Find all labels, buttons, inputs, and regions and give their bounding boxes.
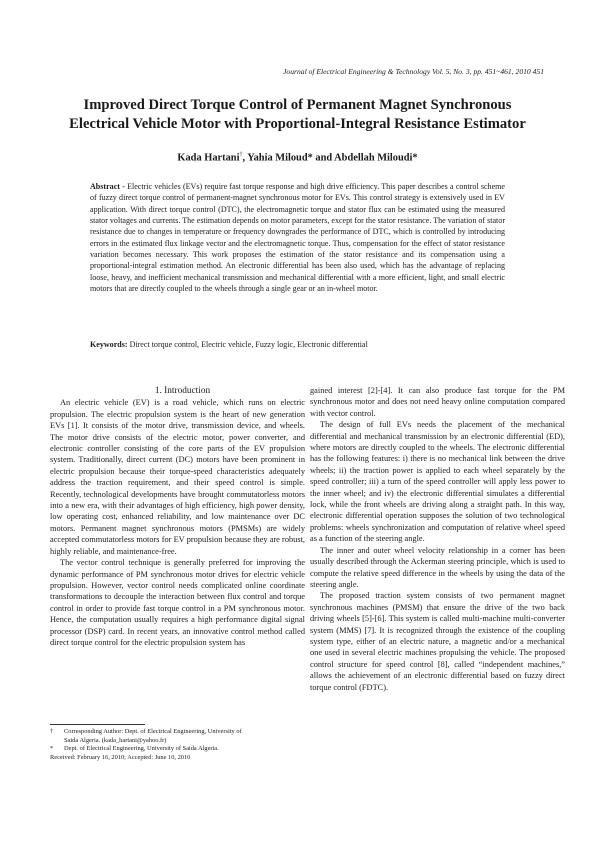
section-heading-introduction: 1. Introduction bbox=[154, 386, 211, 396]
abstract-label: Abstract - bbox=[90, 182, 125, 191]
footnote-text: Dept. of Electrical Engineering, University of Saida Algeria. bbox=[64, 745, 219, 753]
keywords bbox=[90, 340, 505, 349]
author-list bbox=[50, 152, 545, 163]
paragraph: The proposed traction system consists of two permanent magnet synchronous machines (PMSM) that ensure the drive of the two back driving wheels [5]-[6]. This system is called multi-machine multi-converter system (MMS) [7]. It is recognized through the existence of the coupling system type, either of an electric nature, a magnetic and/or a mechanical one used in several electric machines propulsing the vehicle. The proposed control structure for speed control [8], called “independent machines,” allows the achievement of an electronic differential based on fuzzy direct torque control (FDTC). bbox=[310, 591, 565, 692]
footnote-mark: * bbox=[50, 745, 54, 753]
paragraph: An electric vehicle (EV) is a road vehicle, which runs on electric propulsion. The electric propulsion system is the heart of new generation EVs [1]. It consists of the motor drive, transmission device, and wheels. The motor drive consists of the electric motor, power converter, and electronic controller consisting of the core parts of the EV propulsion system. Traditionally, direct current (DC) motors have been prominent in electric propulsion because their torque-speed characteristics adequately address the traction requirement, and their speed control is simple. Recently, technological developments have brought commutatorless motors into a new era, with their advantages of high efficiency, high power density, low operating cost, enhanced reliability, and low maintenance over DC motors. Permanent magnet synchronous motors (PMSMs) are widely accepted commutatorless motors for EV propulsion because they are robust, highly reliable, and maintenance-free. bbox=[50, 398, 305, 556]
footnote-affiliation bbox=[50, 745, 305, 754]
paper-title-line1: Improved Direct Torque Control of Permanent Magnet Synchronous bbox=[83, 97, 512, 113]
paragraph: gained interest [2]-[4]. It can also produce fast torque for the PM synchronous motor and does not need heavy online computation compared with vector control. bbox=[310, 386, 565, 418]
paper-title bbox=[50, 96, 545, 134]
footnote-text: Corresponding Author: Dept. of Electrical Engineering, University of bbox=[64, 728, 242, 735]
abstract bbox=[90, 181, 505, 294]
footnote-divider bbox=[50, 724, 145, 725]
paragraph: The vector control technique is generally preferred for improving the dynamic performance of PM synchronous motor drives for electric vehicle propulsion. However, vector control needs complicated online coordinate transformations to decouple the interaction between flux control and torque control in order to provide fast torque control in a PM synchronous motor. Hence, the computation usually requires a high performance digital signal processor (DSP) card. In recent years, an innovative control method called direct torque control for the electric propulsion system has bbox=[50, 558, 305, 647]
paragraph: The design of full EVs needs the placement of the mechanical differential and mechanical transmission by an electronic differential (ED), where motors are directly coupled to the wheels. The electronic differential has the following features: i) there is no mechanical link between the drive wheels; ii) the traction power is applied to each wheel separately by the speed controller; iii) a turn of the speed controller will apply less power to the inner wheel; and iv) the electronic differential simulates a differential lock, while the front wheels are driving along a straight path. In this way, electronic differential operation supposes the solution of two technological problems: wheels synchronization and computation of relative wheel speed as a function of the steering angle. bbox=[310, 420, 565, 544]
abstract-text: Electric vehicles (EVs) require fast torque response and high drive efficiency. This paper describes a control scheme of fuzzy direct torque control of permanent-magnet synchronous motor for EVs. This control strategy is extensively used in EV application. With direct torque control (DTC), the electromagnetic torque and stator flux can be estimated using the measured stator voltages and currents. The estimation depends on motor parameters, except for the stator resistance. The variation of stator resistance due to changes in temperature or frequency downgrades the performance of DTC, which is controlled by introducing errors in the estimated flux linkage vector and the electromagnetic torque. Thus, compensation for the effect of stator resistance variation becomes necessary. This work proposes the estimation of the stator resistance and its compensation using a proportional-integral estimation method. An electronic differential has been also used, which has the advantage of replacing loose, heavy, and inefficient mechanical transmission and mechanical differential with a more efficient, light, and small electric motors that are directly coupled to the wheels through a single gear or an in-wheel motor. bbox=[90, 182, 505, 294]
corresponding-author-mark: † bbox=[239, 152, 243, 158]
right-column bbox=[310, 385, 565, 693]
journal-header: Journal of Electrical Engineering & Technology Vol. 5, No. 3, pp. 451~461, 2010 451 bbox=[283, 67, 544, 76]
keywords-label: Keywords: bbox=[90, 340, 128, 349]
received-dates: Received: February 16, 2010; Accepted: June 10, 2010 bbox=[50, 753, 191, 761]
footnote-corresponding bbox=[50, 728, 305, 745]
footnotes bbox=[50, 728, 305, 762]
paper-title-line2: Electrical Vehicle Motor with Proportional-Integral Resistance Estimator bbox=[69, 116, 526, 132]
keywords-text: Direct torque control, Electric vehicle, Fuzzy logic, Electronic differential bbox=[127, 340, 368, 349]
paragraph: The inner and outer wheel velocity relationship in a corner has been usually described through the Ackerman steering principle, which is used to compute the relative speed difference in the wheels by using the data of the steering angle. bbox=[310, 545, 565, 589]
footnote-email: Saida Algeria. (kada_hartani@yahoo.fr) bbox=[64, 736, 167, 744]
left-column bbox=[50, 386, 305, 648]
author-primary: Kada Hartani bbox=[177, 152, 240, 164]
footnote-mark: † bbox=[50, 728, 54, 735]
author-others: , Yahia Miloud* and Abdellah Miloudi* bbox=[242, 152, 418, 164]
